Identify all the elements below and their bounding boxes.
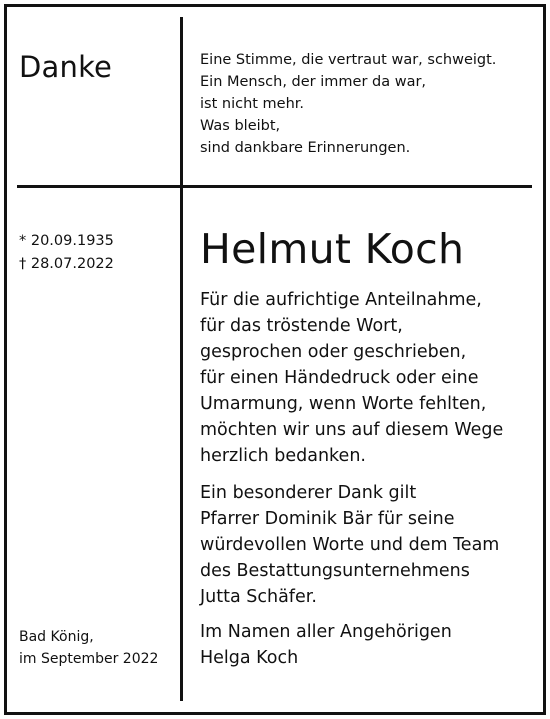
date: im September 2022 xyxy=(19,651,159,667)
text-line: Pfarrer Dominik Bär für seine xyxy=(200,509,455,529)
notice-title: Danke xyxy=(19,50,113,84)
poem-line: Was bleibt, xyxy=(200,118,281,134)
text-line: Für die aufrichtige Anteilnahme, xyxy=(200,290,482,310)
place-and-date xyxy=(19,626,158,670)
place: Bad König, xyxy=(19,629,94,645)
death-date: † 28.07.2022 xyxy=(19,256,114,272)
text-line: möchten wir uns auf diesem Wege xyxy=(200,420,504,440)
text-line: würdevollen Worte und dem Team xyxy=(200,535,500,555)
poem-line: Eine Stimme, die vertraut war, schweigt. xyxy=(200,52,497,68)
vertical-divider xyxy=(180,17,183,701)
signature-line: Im Namen aller Angehörigen xyxy=(200,622,452,642)
signature xyxy=(200,619,538,671)
special-thanks-paragraph xyxy=(200,480,538,610)
text-line: für einen Händedruck oder eine xyxy=(200,368,479,388)
text-line: Umarmung, wenn Worte fehlten, xyxy=(200,394,487,414)
text-line: gesprochen oder geschrieben, xyxy=(200,342,467,362)
life-dates xyxy=(19,230,114,276)
signature-name: Helga Koch xyxy=(200,648,299,668)
poem-line: sind dankbare Erinnerungen. xyxy=(200,140,411,156)
poem xyxy=(200,49,538,159)
text-line: für das tröstende Wort, xyxy=(200,316,403,336)
deceased-name: Helmut Koch xyxy=(200,225,465,273)
horizontal-divider xyxy=(17,185,532,188)
thanks-paragraph xyxy=(200,287,538,469)
text-line: des Bestattungsunternehmens xyxy=(200,561,470,581)
text-line: Jutta Schäfer. xyxy=(200,587,317,607)
text-line: herzlich bedanken. xyxy=(200,446,366,466)
birth-date: * 20.09.1935 xyxy=(19,233,114,249)
poem-line: ist nicht mehr. xyxy=(200,96,305,112)
text-line: Ein besonderer Dank gilt xyxy=(200,483,417,503)
poem-line: Ein Mensch, der immer da war, xyxy=(200,74,427,90)
